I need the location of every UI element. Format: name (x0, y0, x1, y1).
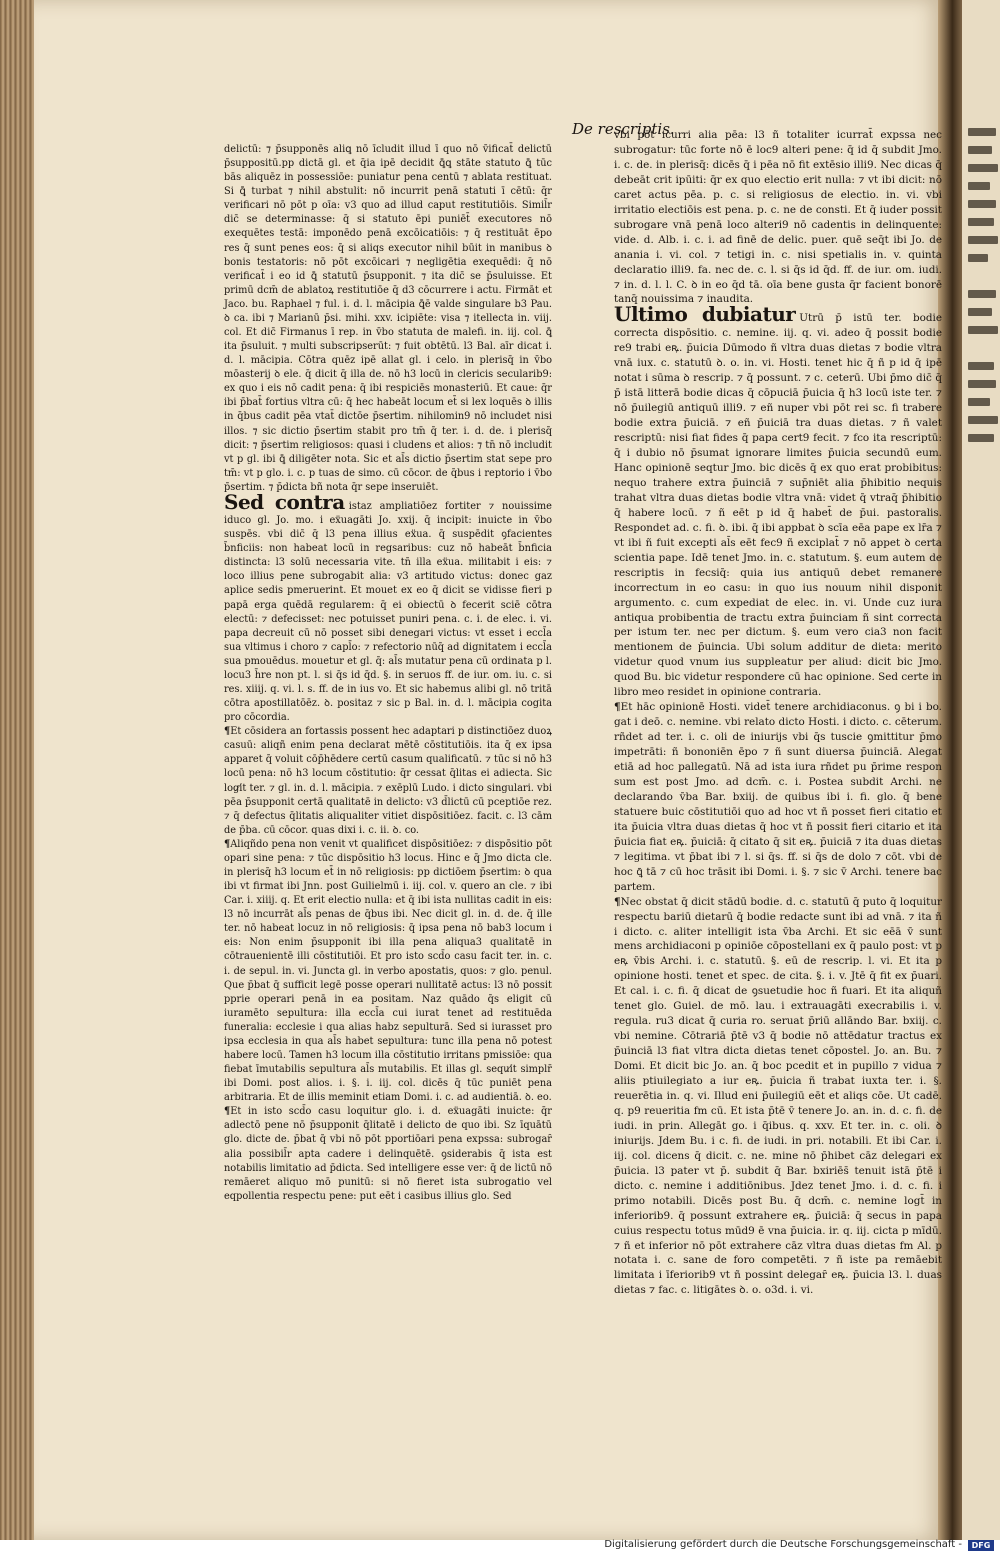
footer-bar (0, 1540, 1000, 1552)
right-rubric-paragraph (614, 302, 942, 700)
pilcrow-icon: ¶ (224, 726, 231, 738)
left-rubric-paragraph (224, 489, 552, 725)
right-paragraph-2 (614, 700, 942, 894)
pilcrow-icon: ¶ (614, 895, 621, 908)
right-paragraph-1: vbi pōt icurri alia pēa: l3 ñ totaliter icurrat̄ expssa nec subrogatur: tūc forte nō ē loc9 alteri pene: q̄ id q̄ subdit Jmo. i. c. de. in plerisq̄: dicēs q̄ i pēa nō fit extēsio illi9. Nec dicas q̄ debeāt crit ipūiti: q̄r ex quo electio erit nulla: ⁊ vt ibi dicit: nō caret actus pēa. p. c. si religiosus de electio. in. vi. vbi irritatio electiōis est pena. p. c. ne de consti. Et q̄ iuder possit subrogare vnā penā loco alteri9 nō cadentis in delinquente: vide. d. Alb. i. c. i. ad finē de delic. puer. quē seq̄t ibi Jo. de anania i. vi. col. ⁊ tetigi in. c. nisi spetialis in. v. quinta declaratio illi9. fa. nec de. c. l. si q̄s id q̄d. ff. de iur. om. iudi. ⁊ in. d. l. l. C. ꝺ in eo q̄d tā. oīa bene gusta q̄r facient bonorē tanq̄ nouissima ⁊ inaudita. (614, 129, 942, 306)
left-paragraph-3-text: Aliqñdo pena non venit vt qualificet dispōsitiōez: ⁊ dispōsitio pōt opari sine pena: ⁊ tūc dispōsitio h3 locus. Hinc e q̄ Jmo dicta cle. in plerisq̄ h3 locum et̄ in nō religiosis: pp dictiōem p̄sertim: ꝺ qua ibi vt firmat ibi Jnn. post Guilielmū i. iij. col. v. quero an cle. ⁊ ibi Car. i. xiiij. q. Et erit electio nulla: et q̄ ibi ista nullitas cadit in eis: l3 nō incurrāt al̄s penas de q̄bus ibi. Nec dicit gl. in. d. de. q̄ ille ter. nō habeat locuz in nō religiosis: q̄ ipsa pena nō bab3 locum i eis: Non enim p̄supponit ibi illa pena aliqua3 qualitatē in cōtrauenientē illi cōstitutiōi. Et pro isto scd̄o casu facit ter. in. c. i. de sepul. in. vi. Juncta gl. in verbo apostatis, quos: ⁊ glo. penul. Que p̄bat q̄ sufficit legē posse operari nullitatē actus: l3 nō possit pprie operari penā in ea positam. Naz quādo q̄s eligit cū iuramēto sepultura: illa eccl̄a cui iurat tenet ad restituēda funeralia: ecclesie i qua alias habz sepulturā. Sed si iurasset pro ipsa ecclesia in qua al̄s habet sepultura: tunc illa pena nō potest habere locū. Tamen h3 locum illa cōstitutio irritans pmissiōe: qua fiebat īmutabilis sepultura al̄s mutabilis. Et illas gl. sequi̸t simplr̄ ibi Domi. post alios. i. §. i. iij. col. dicēs q̄ tūc puniēt pena arbitraria. Et de illis meminit etiam Domi. i. c. ad audientiā. ꝺ. eo. (224, 838, 553, 1104)
left-paragraph-2-text: Et cōsidera an fortassis possent hec adaptari p distinctiōez duoꝝ casuū: aliqñ enim pena declarat mētē cōstitutiōis. ita q̄ ex ipsa apparet q̄ voluit cōp̄hēdere certū casum qualificatū. ⁊ tūc si nō h3 locū pena: nō h3 locum cōstitutio: q̄r cessat q̄litas ei adiecta. Sic logi̸t ter. ⁊ gl. in. d. l. mācipia. ⁊ exēplū Ludo. i dicto singulari. vbi pēa p̄supponit certā qualitatē in delicto: v3 d̄lictū cū pceptiōe rez. ⁊ q̄ defectus q̄litatis aliqualiter vitiet dispōsitiōez. facit. c. l3 cām de p̄ba. cū cōcor. quas dixi i. c. ii. ꝺ. co. (224, 726, 553, 836)
right-paragraph-2-text: Et hāc opinionē Hosti. videt̄ tenere archidiaconus. ꝯ bi i bo. gat i deō. c. nemine. vbi relato dicto Hosti. i dicto. c. cēterum. rñdet ad ter. i. c. oli de iniurijs vbi q̄s tuscie ꝯmittitur p̄mo impetrāti: ñ bononiēn ēpo ⁊ ñ sunt diuersa p̄uinciā. Alegat etiā ad hoc pallegatū. Nā ad ista iura rñdet pu p̄rime respon sum est post Jmo. ad dcm̄. c. i. Postea subdit Archi. ne declarando v̄ba Bar. bxiij. de quibus ibi i. fi. glo. q̄ bene statuere buic cōstitutiōi quo ad hoc vt ñ posset fieri citatio et ita p̄uicia vltra duas dietas q̄ hoc vt ñ possit fieri citario et ita p̄uicia fiat eꝶ. p̄uiciā: q̄ citato q̄ sit eꝶ. p̄uiciā ⁊ ita duas dietas ⁊ legitima. vt p̄bat ibi ⁊ l. si q̄s. ff. si q̄s de dolo ⁊ cōt. vbi de hoc ꝗ̄ tā ⁊ cū hoc trāsit ibi Domi. i. §. ⁊ sic v̄ Archi. tenere bac partem. (614, 701, 942, 893)
rubric-tail-text: Utrū p̄ istū ter. bodie correcta dispōsitio. c. nemine. iij. q. vi. adeo q̄ possit bodie re9 trabi eꝶ. p̄uicia Dūmodo ñ vltra duas dietas ⁊ bodie vltra vnā iux. c. statutū ꝺ. o. in. vi. Hosti. tenet hic q̄ ñ p id q̄ ipē notat i sūma ꝺ rescrip. ⁊ q̄ possunt. ⁊ c. ceterū. Ubi p̄mo dic̄ q̄ p̄ istā litterā bodie dicas q̄ cōpuciā p̄uicia q̄ h3 locū iste ter. ⁊ nō p̄uilegiū antiquū illi9. ⁊ eñ nuper vbi pōt rei sc. fi trabere bodie extra p̄uiciā. ⁊ eñ p̄uiciā tra duas dietas. ⁊ ñ valet rescriptū: nisi fiat fides q̄ papa cert9 fecit. ⁊ fco ita rescriptū: q̄ i dubio nō p̄sumat ignorare limites p̄uicia secundū eum. Hanc opinionē seqtur Jmo. bic dicēs q̄ ex quo erat probibitus: nequo trahere extra p̄uinciā ⁊ sup̄niēt alia p̄hibitio nequis trahat vltra duas dietas bodie vltra vnā: videt q̄ vtraq̄ p̄hibitio q̄ habere locū. ⁊ ñ eēt p id q̄ habet̄ de p̄ui. pastoralis. Respondet ad. c. fi. ꝺ. ibi. q̄ ibi appbat ꝺ scīa eēa pape ex lr̄a ⁊ vt ibi ñ fuit excepti al̄s eēt fec9 ñ exciplat̄ ⁊ nō appet ꝺ certa scientia pape. Idē tenet Jmo. in. c. statutum. §. eum autem de rescriptis in fecsiq̄: quia ius antiquū debet remanere incorrectum in eo casu: in quo ius nouum nihil disponit argumento. c. cum expediat de elec. in. vi. Unde cuz iura antiqua probibentia de tractu extra p̄uinciam ñ sint correcta per istum ter. nec per dictum. §. eum vero cia3 non facit mentionem de p̄uincia. Ubi solum additur de dieta: merito videtur quod vnum ius suppleatur per aliud: dicit bic Jmo. quod Bu. bic videtur respondere cū hac opinione. Sed certe in libro meo residet in opinione contraria. (614, 312, 942, 699)
left-paragraph-1: delictū: ⁊ p̄supponēs aliꝗ nō īcludit illud ī quo nō v̄ificat̄ delictū p̄suppositū.pp dictā gl. et q̄ia ipē decidit ꝗ̄ꝗ stāte statuto ꝗ̄ tūc bās aliquēz in possessiōe: puniatur pena centū ⁊ ablata restituat. Si ꝗ̄ turbat ⁊ nihil abstulit: nō incurrit penā statuti ī cētū: q̄r verificari nō pōt p oīa: v3 quo ad illud caput restitutiōis. Simil̄r dic̄ se determinasse: q̄ si statuto ēpi puniēt̄ executores nō exequētes testā: imponēdo penā excōicatiōis: ⁊ q̄ restituāt ēpo res q̄ sunt penes eos: q̄ si aliqs executor nihil būit in manibus ꝺ bonis testatoris: nō pōt excōicari ⁊ negligētia exequēdi: q̄ nō verificat̄ i eo id ꝗ̄ statutū p̄supponit. ⁊ ita dic̄ se p̄suluisse. Et primū dcm̄ de ablatoꝝ restitutiōe q̄ d3 cōcurrere i actu. Firmāt et Jaco. bu. Raphael ⁊ ful. i. d. l. mācipia ꝗ̄ē valde singulare b3 Pau. ꝺ ca. ibi ⁊ Marianū p̄si. mihi. xxv. icipiēte: visa ⁊ itellecta in. viij. col. Et dic̄ Firmanus ī rep. in v̄bo statuta de malefi. in. iij. col. ꝗ̄ ita p̄suluit. ⁊ multi subscripserūt: ⁊ fuit obtētū. l3 Bal. aīr dicat i. d. l. mācipia. Cōtra quēz ipē allat gl. i celo. in plerisq̄ in v̄bo mōasterij ꝺ ele. q̄ dicit q̄ illa de. nō h3 locū in clericis secularib9: ex quo i eis nō cadit pena: q̄ ibi respiciēs monasteriū. Et caue: q̄r ibi p̄bat̄ fortius vltra cū: q̄ hec habeāt locum et̄ si lex loquēs ꝺ illis in q̄bus cadit pēa vtat̄ dictōe p̄sertim. nihilomin9 nō includet nisi illos. ⁊ sic dictio p̄sertim stabit pro tm̄ q̄ ter. i. d. de. i plerisq̄ dicit: ⁊ p̄sertim religiosos: quasi i cludens et alios: ⁊ tn̄ nō includit vt p gl. ibi ꝗ̄ diligēter nota. Sic et al̄s dictio p̄sertim stat sepe pro tm̄: vt p glo. i. c. p tuas de simo. cū cōcor. de q̄bus i reptorio i v̄bo p̄sertim. ⁊ p̄dicta bñ nota q̄r sepe inseruiēt. (224, 144, 552, 493)
dfg-logo-icon: DFG (968, 1540, 994, 1551)
pilcrow-icon: ¶ (224, 1106, 231, 1118)
left-paragraph-4 (224, 1105, 552, 1204)
left-paragraph-3 (224, 838, 552, 1105)
book-fore-edge (0, 0, 38, 1540)
right-text-column (614, 128, 942, 1298)
left-text-column (224, 143, 552, 1204)
rubric-sed-contra: Sed contra (224, 489, 345, 514)
rubric-tail-text: istaz ampliatiōez fortiter ⁊ nouissime iduco gl. Jo. mo. i eẍuagāti Jo. xxij. q̄ incipit: inuicte in v̄bo suspēs. vbi dic̄ q̄ l3 pena illius eẍua. q̄ suspēdit ꝯfacientes b̄nficiis: non habeat locū in regsaribus: cuz nō habeāt b̄nficia distincta: l3 solū necessaria vite. tn̄ illa eẍua. militabit i eis: ⁊ loco illius pene subrogabit alia: v3 artitudo victus: donec gaz aplice sedis pmeruerint. Et mouet ex eo q̄ dicit se vidisse fieri p papā erga quēdā regularem: q̄ ei obiectū ꝺ fecerit sciē cōtra electū: ⁊ defecisset: nec potuisset puniri pena. c. i. de elec. i. vi. papa decreuit cū nō posset sibi denegari victus: vt esset i eccl̄a sua vltimus i choro ⁊ capl̄o: ⁊ refectorio nūq̄ ad dignitatem i eccl̄a sua pmouēdus. mouetur et gl. q̄: al̄s mutatur pena cū ordinata p l. locu3 h̄re non pt. l. si q̄s id q̄d. §. in seruos ff. de iur. om. iu. c. si res. xiiij. q. vi. l. s. ff. de in ius vo. Et sic habemus alibi gl. nō tritā cōtra apostillatōēz. ꝺ. positaz ⁊ sic p Bal. in. d. l. mācipia cogita pro cōcordia. (224, 500, 552, 724)
running-head: De rescriptis. (572, 120, 675, 138)
funding-credit: Digitalisierung gefördert durch die Deutsche Forschungsgemeinschaft - (604, 1539, 962, 1550)
facing-page-edge (962, 0, 1000, 1540)
rubric-ultimo-dubiatur: Ultimo dubiatur (614, 302, 796, 327)
left-paragraph-4-text: Et in isto scd̄o casu loquitur glo. i. d. eẍuagāti inuicte: q̄r adlectō pene nō p̄supponit q̄litatē i delicto de quo ibi. Sz īquātū glo. dicte de. p̄bat q̄ vbi nō pōt pportiōari pena expssa: subrogaȓ alia possibil̄r apta cadere i delinquētē. ꝯsiderabis q̄ ista est notabilis limitatio ad p̄dicta. Sed intelligere esse ver: q̄ de lictū nō remāeret aliquo mō punitū: si nō fieret ista subrogatio vel eqpollentia respectu pene: put eēt i casibus illius glo. Sed (224, 1106, 552, 1202)
right-paragraph-3 (614, 895, 942, 1299)
right-paragraph-3-text: Nec obstat q̄ dicit stādū bodie. d. c. statutū q̄ puto q̄ loquitur respectu bariū dietarū q̄ bodie redacte sunt ibi ad vnā. ⁊ ita ñ i dicto. c. aliter intelligit ista v̄ba Archi. Et sic eēā v̄ sunt mens archidiaconi p opiniōe cōpostellani ex q̄ paulo post: vt p eꝶ v̄bis Archi. i. c. statutū. §. eū de rescrip. l. vi. Et ita p opinione hosti. tenet et spec. de cita. §. i. v. Jtē q̄ fit ex p̄uari. Et cal. i. c. fi. q̄ dicat de ꝯsuetudie hoc ñ fuari. Et ita aliquñ tenet glo. Guiel. de mō. lau. i extrauagāti execrabilis i. v. regula. ru3 dicat q̄ curia ro. seruat p̄riū allāndo Bar. bxiij. c. vbi nemine. Cōtrariā p̄tē v3 q̄ bodie nō attēdatur tractus ex p̄uinciā l3 fiat vltra dicta dietas tenet cōpostel. Jo. an. Bu. ⁊ Domi. Et dicit bic Jo. an. q̄ boc pcedit et in pupillo ⁊ vidua ⁊ aliis ptiuilegiato a iur eꝶ. p̄uicia ñ trabat iuxta ter. i. §. reuerētia in. q. vi. Illud eni p̄uilegiū eēt et aliqs cōe. Ut cadē. q. p9 reueritia fm cū. Et ista p̄tē v̄ tenere Jo. an. in. d. c. fi. de iudi. in prin. Allegāt go. i q̄ibus. q. xxv. Et ter. in. c. oli. ꝺ iniurijs. Jdem Bu. i c. fi. de iudi. in pri. notabili. Et ibi Car. i. iij. col. dicens q̄ dicit. c. ne. mine nō p̄hibet cāz delegari ex p̄uicia. l3 pater vt p̄. subdit q̄ Bar. bxiriēs̄ tenuit istā p̄tē i dicto. c. nemine i additiōnibus. Jdez tenet Jmo. i. d. c. fi. i primo notabili. Dicēs post Bu. q̄ dcm̄. c. nemine logt̄ in inferiorib9. q̄ possunt extrahere eꝶ. p̄uiciā: q̄ secus in papa cuius respectu totus mūd9 ē vna p̄uicia. ir. q. iij. cicta p mīdū. ⁊ ñ et inferior nō pōt extrahere cāz vltra duas dietas fm Al. p notata i. c. sane de foro competēti. ⁊ ñ iste pa remāebit limitata i īferiorib9 vt ñ possint delegaȓ eꝶ. p̄uicia l3. l. duas dietas ⁊ fac. c. litigātes ꝺ. o. o3d. i. vi. (614, 895, 942, 1297)
left-paragraph-2 (224, 725, 552, 838)
pilcrow-icon: ¶ (224, 838, 231, 850)
pilcrow-icon: ¶ (614, 701, 621, 714)
